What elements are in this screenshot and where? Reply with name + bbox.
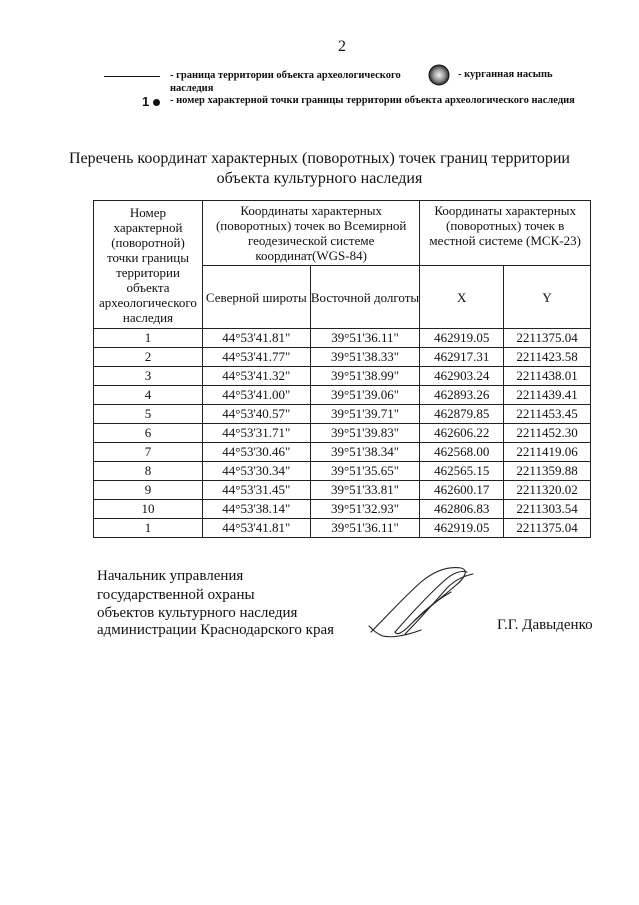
header-wgs84: Координаты характерных (поворотных) точек во Всемирной геодезической системе координат(WGS-84) bbox=[202, 201, 419, 266]
header-x: X bbox=[420, 266, 504, 329]
cell-y: 2211453.45 bbox=[504, 405, 591, 424]
cell-point: 5 bbox=[94, 405, 203, 424]
cell-lon: 39°51'33.81" bbox=[310, 481, 420, 500]
cell-point: 3 bbox=[94, 367, 203, 386]
cell-lat: 44°53'30.34" bbox=[202, 462, 310, 481]
table-row bbox=[94, 386, 591, 405]
cell-y: 2211303.54 bbox=[504, 500, 591, 519]
legend-mound-label: - курганная насыпь bbox=[458, 69, 553, 80]
header-point-number: Номер характерной (поворотной) точки границы территории объекта археологического наследия bbox=[94, 201, 203, 329]
cell-y: 2211320.02 bbox=[504, 481, 591, 500]
cell-y: 2211423.58 bbox=[504, 348, 591, 367]
cell-lat: 44°53'31.45" bbox=[202, 481, 310, 500]
cell-point: 10 bbox=[94, 500, 203, 519]
table-row bbox=[94, 443, 591, 462]
cell-lat: 44°53'41.00" bbox=[202, 386, 310, 405]
signatory-name: Г.Г. Давыденко bbox=[497, 617, 593, 633]
legend-point-label: - номер характерной точки границы территории объекта археологического наследия bbox=[170, 95, 575, 106]
page-number: 2 bbox=[338, 38, 346, 55]
cell-lon: 39°51'35.65" bbox=[310, 462, 420, 481]
legend-boundary-label: - граница территории объекта археологического bbox=[170, 70, 401, 81]
cell-y: 2211375.04 bbox=[504, 329, 591, 348]
table-row bbox=[94, 405, 591, 424]
cell-x: 462919.05 bbox=[420, 519, 504, 538]
table-row bbox=[94, 367, 591, 386]
cell-lat: 44°53'41.32" bbox=[202, 367, 310, 386]
cell-x: 462606.22 bbox=[420, 424, 504, 443]
cell-lon: 39°51'39.06" bbox=[310, 386, 420, 405]
cell-x: 462600.17 bbox=[420, 481, 504, 500]
cell-lon: 39°51'36.11" bbox=[310, 329, 420, 348]
cell-point: 8 bbox=[94, 462, 203, 481]
cell-x: 462879.85 bbox=[420, 405, 504, 424]
cell-x: 462806.83 bbox=[420, 500, 504, 519]
cell-x: 462917.31 bbox=[420, 348, 504, 367]
legend-point-number: 1 bbox=[142, 94, 150, 109]
cell-lon: 39°51'36.11" bbox=[310, 519, 420, 538]
legend-boundary-label-cont: наследия bbox=[170, 83, 214, 94]
cell-point: 1 bbox=[94, 329, 203, 348]
cell-lat: 44°53'41.81" bbox=[202, 519, 310, 538]
cell-x: 462893.26 bbox=[420, 386, 504, 405]
cell-y: 2211452.30 bbox=[504, 424, 591, 443]
document-title: Перечень координат характерных (поворотных) точек границ территории bbox=[69, 150, 570, 167]
table-row bbox=[94, 348, 591, 367]
cell-lat: 44°53'38.14" bbox=[202, 500, 310, 519]
cell-y: 2211419.06 bbox=[504, 443, 591, 462]
cell-y: 2211438.01 bbox=[504, 367, 591, 386]
cell-x: 462903.24 bbox=[420, 367, 504, 386]
header-longitude: Восточной долготы bbox=[310, 266, 420, 329]
signatory-title-line: объектов культурного наследия bbox=[97, 605, 298, 621]
header-latitude: Северной широты bbox=[202, 266, 310, 329]
cell-lat: 44°53'41.77" bbox=[202, 348, 310, 367]
cell-lat: 44°53'31.71" bbox=[202, 424, 310, 443]
header-y: Y bbox=[504, 266, 591, 329]
cell-y: 2211359.88 bbox=[504, 462, 591, 481]
cell-lat: 44°53'40.57" bbox=[202, 405, 310, 424]
table-row bbox=[94, 329, 591, 348]
cell-point: 7 bbox=[94, 443, 203, 462]
cell-y: 2211439.41 bbox=[504, 386, 591, 405]
cell-point: 6 bbox=[94, 424, 203, 443]
cell-lat: 44°53'41.81" bbox=[202, 329, 310, 348]
boundary-line-symbol bbox=[104, 76, 160, 77]
cell-lon: 39°51'32.93" bbox=[310, 500, 420, 519]
header-msk23: Координаты характерных (поворотных) точек в местной системе (МСК-23) bbox=[420, 201, 591, 266]
signatory-title-line: администрации Краснодарского края bbox=[97, 622, 335, 638]
cell-x: 462919.05 bbox=[420, 329, 504, 348]
table-row bbox=[94, 424, 591, 443]
document-title-cont: объекта культурного наследия bbox=[216, 170, 423, 187]
table-row bbox=[94, 481, 591, 500]
mound-icon bbox=[428, 64, 450, 86]
signatory-title-line: государственной охраны bbox=[97, 587, 255, 603]
cell-point: 1 bbox=[94, 519, 203, 538]
coordinates-table bbox=[93, 200, 591, 538]
cell-lon: 39°51'38.33" bbox=[310, 348, 420, 367]
cell-lon: 39°51'38.34" bbox=[310, 443, 420, 462]
signatory-title-line: Начальник управления bbox=[97, 568, 244, 584]
cell-point: 4 bbox=[94, 386, 203, 405]
cell-x: 462565.15 bbox=[420, 462, 504, 481]
handwritten-signature bbox=[365, 560, 480, 640]
table-row bbox=[94, 462, 591, 481]
cell-point: 9 bbox=[94, 481, 203, 500]
point-dot-icon bbox=[153, 99, 160, 106]
table-row bbox=[94, 500, 591, 519]
cell-point: 2 bbox=[94, 348, 203, 367]
table-row bbox=[94, 519, 591, 538]
cell-lon: 39°51'39.83" bbox=[310, 424, 420, 443]
cell-lat: 44°53'30.46" bbox=[202, 443, 310, 462]
cell-x: 462568.00 bbox=[420, 443, 504, 462]
cell-y: 2211375.04 bbox=[504, 519, 591, 538]
cell-lon: 39°51'39.71" bbox=[310, 405, 420, 424]
cell-lon: 39°51'38.99" bbox=[310, 367, 420, 386]
